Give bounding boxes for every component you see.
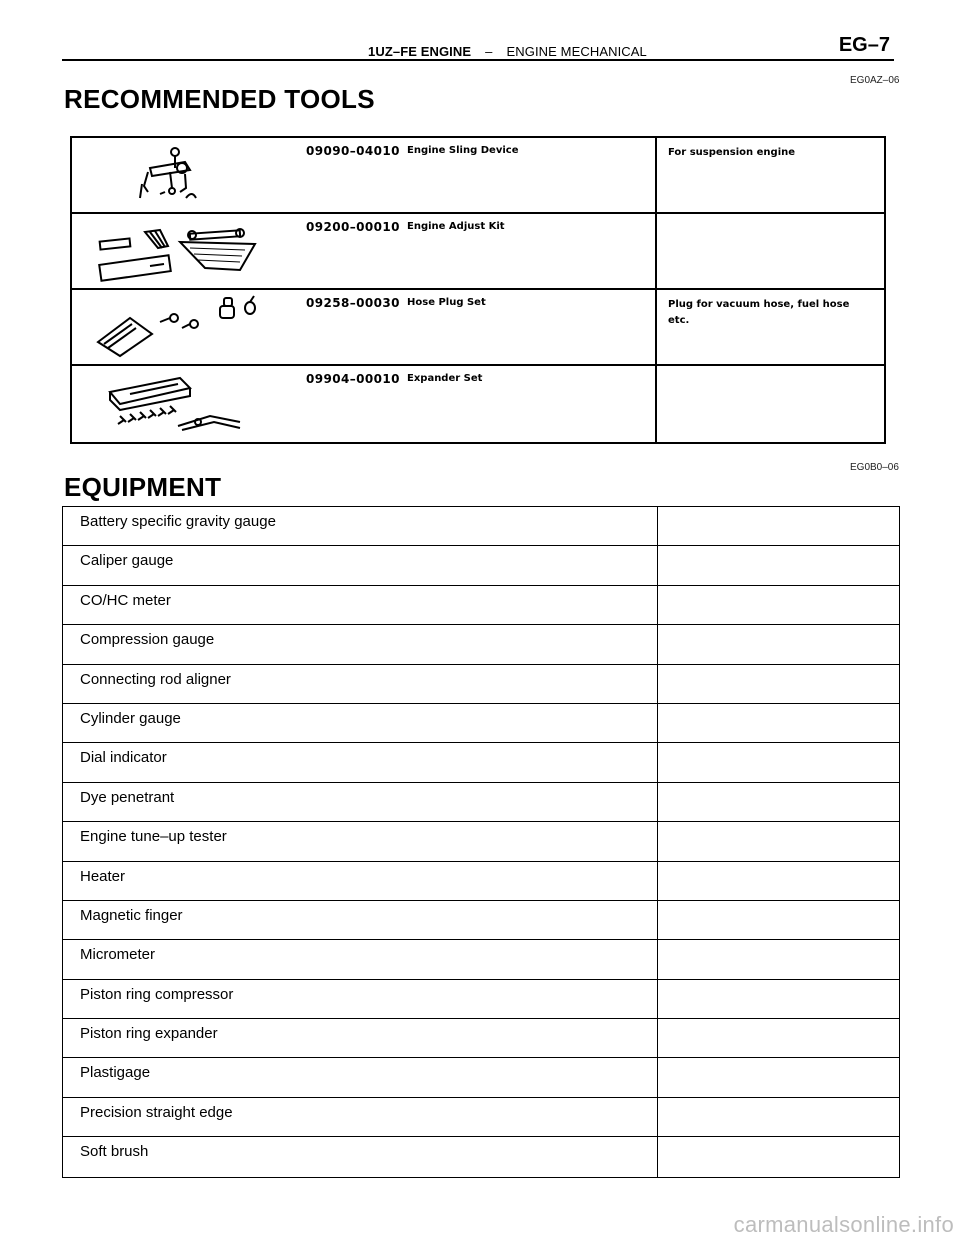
equipment-column-divider	[657, 980, 658, 1018]
tool-row	[72, 366, 884, 441]
equipment-column-divider	[657, 940, 658, 978]
watermark-text: carmanualsonline.info	[733, 1212, 954, 1237]
equipment-row	[63, 862, 899, 901]
recommended-tools-table	[70, 136, 886, 444]
equipment-column-divider	[657, 1058, 658, 1096]
equipment-column-divider	[657, 507, 658, 545]
tool-part-number: 09090–04010	[306, 144, 400, 158]
equipment-name: Precision straight edge	[80, 1103, 233, 1121]
equipment-name: Dial indicator	[80, 749, 167, 767]
tool-part-number: 09904–00010	[306, 372, 400, 386]
page-number: EG–7	[838, 34, 890, 56]
tool-part-number: 09200–00010	[306, 220, 400, 234]
equipment-row	[63, 822, 899, 861]
engine-sling-device-illustration	[90, 142, 240, 210]
equipment-section-code: EG0B0–06	[850, 462, 899, 473]
running-header	[368, 44, 647, 59]
equipment-name: Soft brush	[80, 1143, 149, 1161]
equipment-name: Piston ring compressor	[80, 985, 234, 1003]
equipment-row	[63, 980, 899, 1019]
equipment-name: Dye penetrant	[80, 788, 175, 806]
tool-part-number: 09258–00030	[306, 296, 400, 310]
header-dash: –	[485, 44, 493, 59]
equipment-row	[63, 507, 899, 546]
equipment-column-divider	[657, 586, 658, 624]
equipment-name: Connecting rod aligner	[80, 670, 231, 688]
equipment-row	[63, 665, 899, 704]
tool-note: Plug for vacuum hose, fuel hose etc.	[668, 299, 850, 326]
equipment-column-divider	[657, 625, 658, 663]
equipment-name: Piston ring expander	[80, 1025, 218, 1043]
equipment-column-divider	[657, 704, 658, 742]
equipment-row	[63, 1098, 899, 1137]
equipment-row	[63, 783, 899, 822]
equipment-row	[63, 625, 899, 664]
equipment-column-divider	[657, 546, 658, 584]
equipment-row	[63, 940, 899, 979]
equipment-column-divider	[657, 783, 658, 821]
tool-name: Engine Sling Device	[407, 145, 519, 156]
expander-set-illustration	[90, 370, 270, 438]
equipment-column-divider	[657, 665, 658, 703]
hose-plug-set-illustration	[90, 294, 270, 362]
equipment-row	[63, 1058, 899, 1097]
tools-section-code: EG0AZ–06	[850, 75, 900, 86]
equipment-table	[62, 506, 900, 1178]
equipment-row	[63, 704, 899, 743]
equipment-row	[63, 1019, 899, 1058]
tool-row	[72, 290, 884, 366]
equipment-column-divider	[657, 862, 658, 900]
equipment-name: Cylinder gauge	[80, 709, 181, 727]
header-rule	[62, 59, 894, 61]
equipment-name: Magnetic finger	[80, 906, 183, 924]
tools-section-title: RECOMMENDED TOOLS	[64, 84, 375, 114]
equipment-name: Battery specific gravity gauge	[80, 513, 276, 530]
tool-row	[72, 138, 884, 214]
equipment-row	[63, 1137, 899, 1176]
header-engine: 1UZ–FE ENGINE	[368, 44, 472, 59]
equipment-row	[63, 901, 899, 940]
equipment-name: CO/HC meter	[80, 591, 171, 609]
equipment-column-divider	[657, 1098, 658, 1136]
tool-note: For suspension engine	[668, 147, 796, 158]
equipment-column-divider	[657, 901, 658, 939]
equipment-column-divider	[657, 1019, 658, 1057]
equipment-row	[63, 546, 899, 585]
equipment-name: Plastigage	[80, 1064, 151, 1082]
equipment-name: Engine tune–up tester	[80, 828, 227, 846]
tool-name: Expander Set	[407, 373, 483, 384]
equipment-name: Micrometer	[80, 946, 156, 964]
equipment-name: Caliper gauge	[80, 552, 174, 570]
equipment-row	[63, 743, 899, 782]
engine-adjust-kit-illustration	[90, 218, 270, 286]
tool-name: Hose Plug Set	[407, 297, 486, 308]
equipment-name: Compression gauge	[80, 631, 215, 649]
tool-name: Engine Adjust Kit	[407, 221, 505, 232]
equipment-column-divider	[657, 822, 658, 860]
equipment-section-title: EQUIPMENT	[64, 472, 222, 502]
equipment-name: Heater	[80, 867, 126, 885]
equipment-column-divider	[657, 743, 658, 781]
header-section: ENGINE MECHANICAL	[506, 44, 647, 59]
equipment-row	[63, 586, 899, 625]
equipment-column-divider	[657, 1137, 658, 1176]
tool-row	[72, 214, 884, 290]
